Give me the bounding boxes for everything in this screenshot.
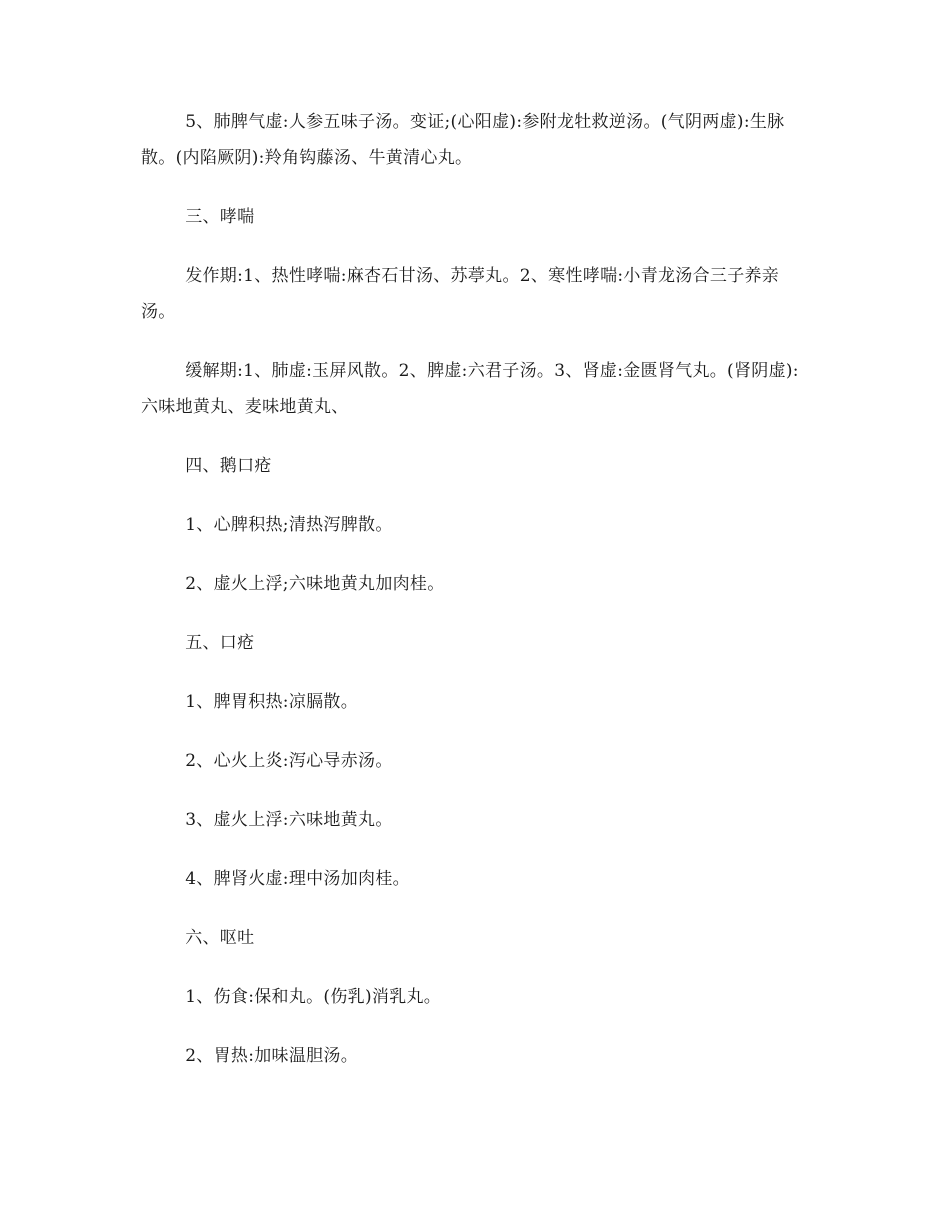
section-heading-mouth-sores: 五、口疮: [185, 633, 255, 653]
paragraph-remission-stage: 缓解期:1、肺虚:玉屏风散。2、脾虚:六君子汤。3、肾虚:金匮肾气丸。(肾阴虚):六味地黄丸、麦味地黄丸、: [141, 361, 799, 417]
section-heading-thrush: 四、鹅口疮: [185, 456, 272, 476]
list-item: 4、脾肾火虚:理中汤加肉桂。: [185, 869, 410, 889]
paragraph-lung-spleen-qi-deficiency: 5、肺脾气虚:人参五味子汤。变证;(心阳虚):参附龙牡救逆汤。(气阴两虚):生脉散。(内陷厥阴):羚角钩藤汤、牛黄清心丸。: [141, 112, 785, 168]
section-heading-vomiting: 六、呕吐: [185, 928, 255, 948]
list-item: 1、脾胃积热:凉膈散。: [185, 692, 359, 712]
list-item: 1、伤食:保和丸。(伤乳)消乳丸。: [185, 987, 442, 1007]
list-item: 2、胃热:加味温胆汤。: [185, 1046, 359, 1066]
document-body: [141, 104, 811, 1097]
list-item: 2、心火上炎:泻心导赤汤。: [185, 751, 393, 771]
list-item: 1、心脾积热;清热泻脾散。: [185, 515, 393, 535]
paragraph-attack-stage: 发作期:1、热性哮喘:麻杏石甘汤、苏葶丸。2、寒性哮喘:小青龙汤合三子养亲汤。: [141, 266, 780, 322]
list-item: 2、虚火上浮;六味地黄丸加肉桂。: [185, 574, 445, 594]
section-heading-asthma: 三、哮喘: [185, 207, 255, 227]
list-item: 3、虚火上浮:六味地黄丸。: [185, 810, 393, 830]
